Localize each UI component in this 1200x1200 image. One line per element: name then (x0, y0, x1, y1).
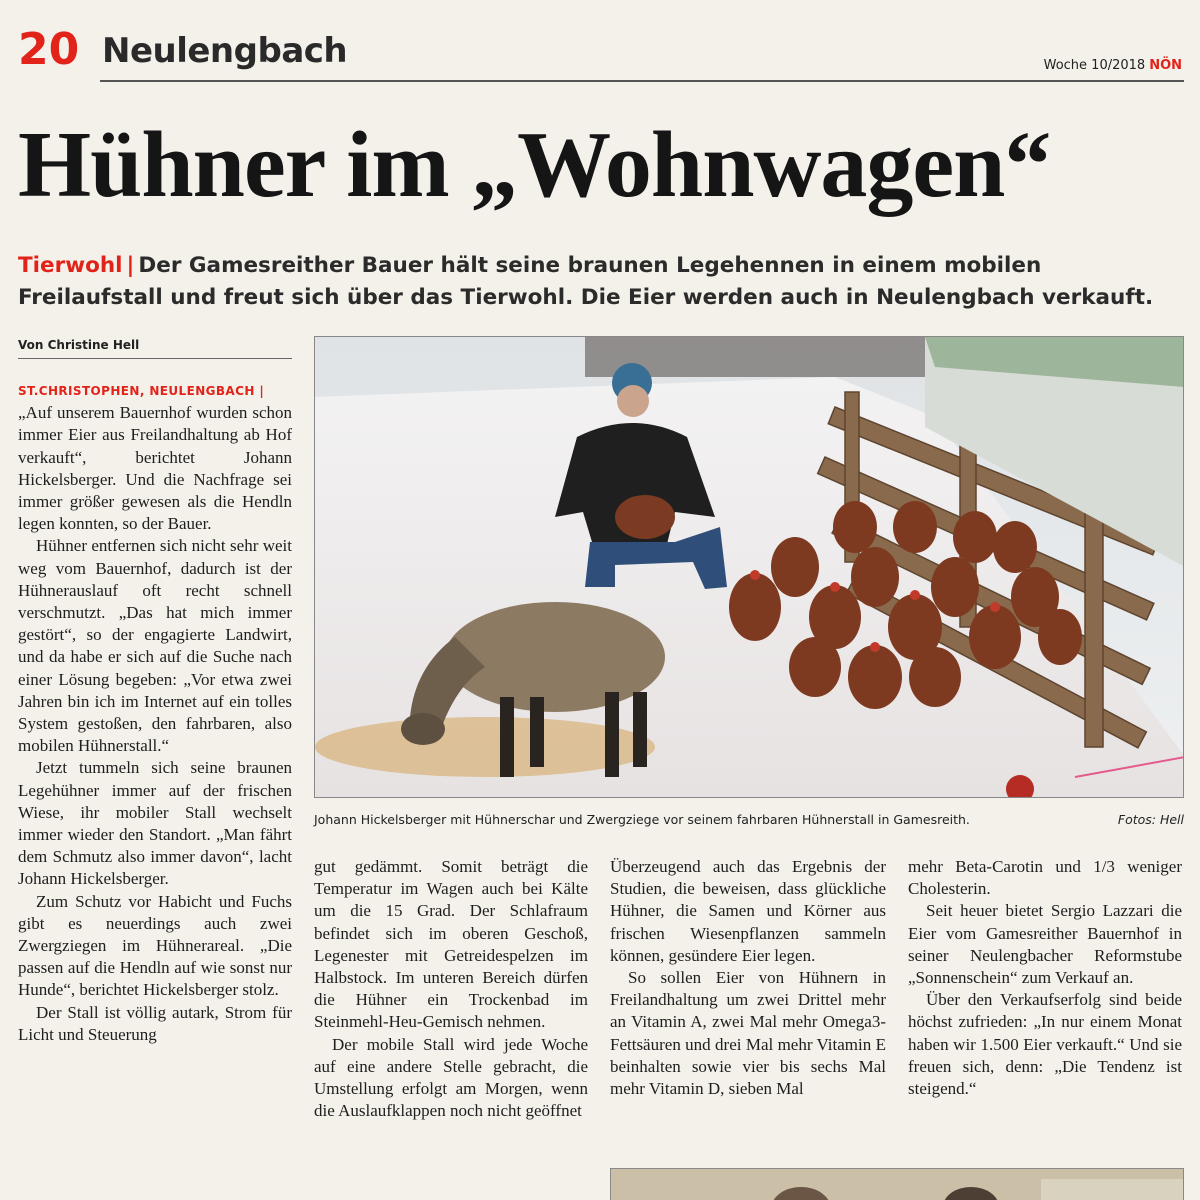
article-headline: Hühner im „Wohnwagen“ (18, 113, 1051, 217)
paragraph: Der mobile Stall wird jede Woche auf eine andere Stelle gebracht, die Umstellung erfolgt am Morgen, wenn die Auslaufklappen noch nicht geöffnet (314, 1034, 588, 1121)
farm-photo-illustration (315, 337, 1184, 798)
article-column-2 (314, 856, 588, 1200)
kicker-topic: Tierwohl (18, 253, 123, 278)
second-photo-illustration (611, 1169, 1184, 1200)
paragraph: Jetzt tummeln sich seine braunen Legehühner immer auf der frischen Wiese, ihr mobiler Stall wechselt immer wieder den Standort. „Man fährt dem Schmutz also immer davon“, lacht Johann Hickelsberger. (18, 758, 292, 889)
article-kicker (18, 250, 1188, 314)
caption-text: Johann Hickelsberger mit Hühnerschar und Zwergziege vor seinem fahrbaren Hühnerstall in Gamesreith. (314, 812, 970, 827)
dateline: ST.CHRISTOPHEN, NEULENGBACH | (18, 384, 265, 398)
paragraph: Überzeugend auch das Ergebnis der Studien, die beweisen, dass glückliche Hühner, die Samen und Körner aus frischen Wiesenpflanzen sammeln können, gesündere Eier legen. (610, 857, 886, 965)
paragraph: So sollen Eier von Hühnern in Freilandhaltung um zwei Drittel mehr an Vitamin A, zwei Mal mehr Omega3-Fettsäuren und drei Mal mehr Vitamin E beinhalten sowie vier bis sechs Mal mehr Vitamin D, sieben Mal (610, 968, 886, 1099)
article-column-1 (18, 380, 292, 1200)
article-photo (314, 336, 1184, 798)
paragraph: Seit heuer bietet Sergio Lazzari die Eier vom Gamesreither Bauernhof in seiner Neulengbacher Reformstube „Sonnenschein“ zum Verkauf an. (908, 901, 1182, 988)
paragraph: Der Stall ist völlig autark, Strom für Licht und Steuerung (18, 1002, 292, 1044)
issue-label: Woche 10/2018 (1043, 58, 1146, 73)
page-number: 20 (18, 24, 80, 75)
byline: Von Christine Hell (18, 338, 292, 359)
header-rule (100, 80, 1184, 82)
paragraph: Über den Verkaufserfolg sind beide höchst zufrieden: „In nur einem Monat haben wir 1.500 Eier verkauft.“ Und sie freuen sich, denn: „Die Tendenz ist steigend.“ (908, 990, 1182, 1099)
kicker-text: Der Gamesreither Bauer hält seine braunen Legehennen in einem mobilen Freilaufstall und freut sich über das Tierwohl. Die Eier werden auch in Neulengbach verkauft. (18, 253, 1154, 310)
brand-logo: NÖN (1149, 58, 1182, 73)
paragraph: Hühner entfernen sich nicht sehr weit weg vom Bauernhof, dadurch ist der Hühnerauslauf oft recht schnell verschmutzt. „Das hat mich immer gestört“, so der engagierte Landwirt, und da habe er sich auf die Suche nach einer Lösung begeben: „Vor etwa zwei Jahren bin ich im Internet auf ein tolles System gestoßen, den fahrbaren, also mobilen Hühnerstall.“ (18, 536, 292, 756)
article-column-3 (610, 856, 886, 1156)
paragraph: „Auf unserem Bauernhof wurden schon immer Eier aus Freilandhaltung ab Hof verkauft“, berichtet Johann Hickelsberger. Und die Nachfrage sei immer größer gewesen als die Hendln legen konnten, so der Bauer. (18, 403, 292, 534)
photo-caption (314, 812, 1184, 827)
paragraph: gut gedämmt. Somit beträgt die Temperatur im Wagen auch bei Kälte um die 15 Grad. Der Schlafraum befindet sich im oberen Geschoß, Legenester mit Getreidespelzen im Halbstock. Im unteren Bereich dürfen die Hühner ein Trockenbad im Steinmehl-Heu-Gemisch nehmen. (314, 857, 588, 1032)
issue-info (1044, 58, 1182, 73)
section-title: Neulengbach (102, 31, 348, 71)
second-photo (610, 1168, 1184, 1200)
paragraph: Zum Schutz vor Habicht und Fuchs gibt es neuerdings auch zwei Zwergziegen im Hühnerareal. „Die passen auf die Hendln auf wie sonst nur Hunde“, berichtet Hickelsberger stolz. (18, 891, 292, 1000)
kicker-separator: | (126, 253, 135, 278)
paragraph: mehr Beta-Carotin und 1/3 weniger Cholesterin. (908, 857, 1182, 899)
photo-credit: Fotos: Hell (1117, 812, 1184, 827)
article-column-4 (908, 856, 1182, 1156)
